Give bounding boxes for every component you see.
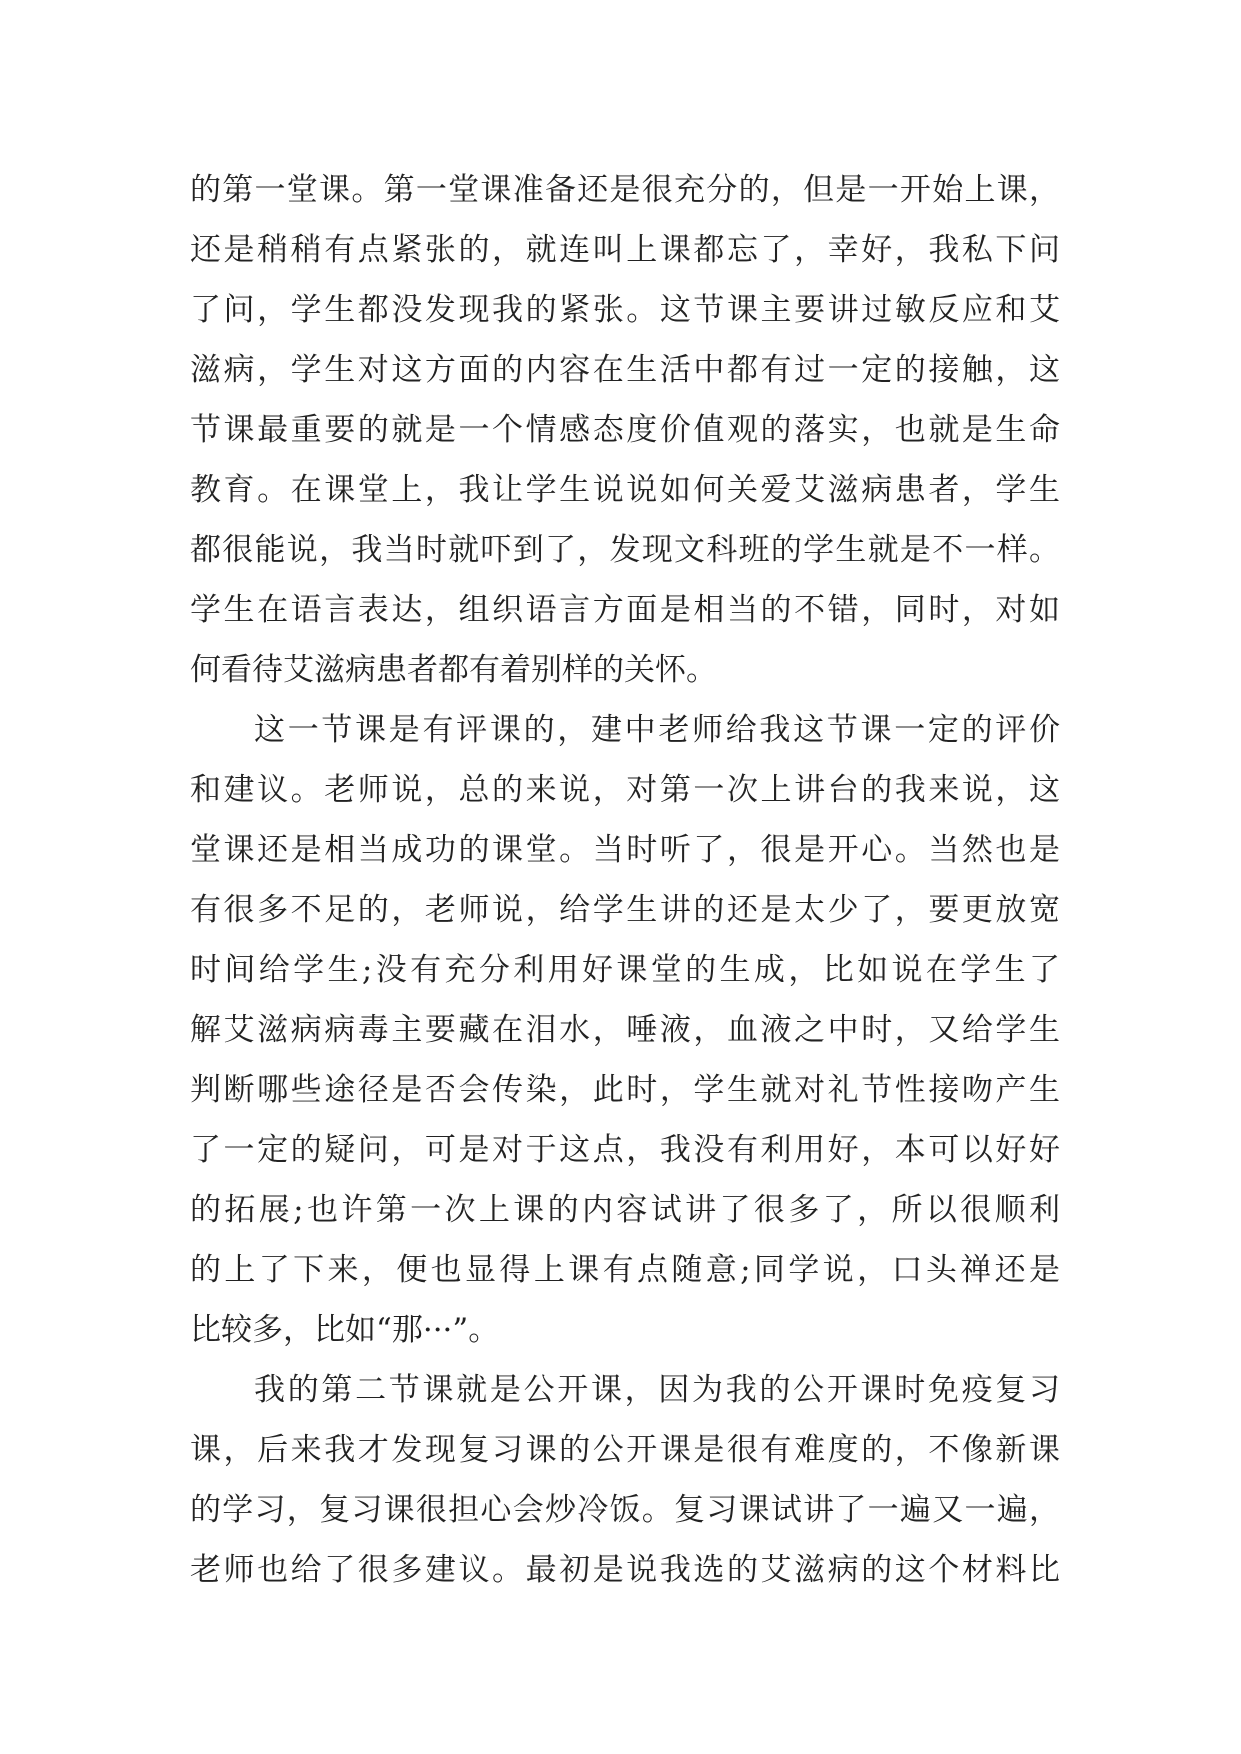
paragraph-1 [190,160,1060,700]
text-line: 还是稍稍有点紧张的，就连叫上课都忘了，幸好，我私下问 [190,232,1060,268]
text-line: 了问，学生都没发现我的紧张。这节课主要讲过敏反应和艾 [190,292,1060,328]
text-line: 节课最重要的就是一个情感态度价值观的落实，也就是生命 [190,412,1060,448]
text-line: 课，后来我才发现复习课的公开课是很有难度的，不像新课 [190,1432,1060,1468]
text-line: 了一定的疑问，可是对于这点，我没有利用好，本可以好好 [190,1132,1060,1168]
paragraph-2 [190,700,1060,1360]
text-line: 我的第二节课就是公开课，因为我的公开课时免疫复习 [254,1372,1060,1408]
paragraph-3 [190,1360,1060,1600]
text-line: 这一节课是有评课的，建中老师给我这节课一定的评价 [254,712,1060,748]
text-line: 滋病，学生对这方面的内容在生活中都有过一定的接触，这 [190,352,1060,388]
text-line: 的第一堂课。第一堂课准备还是很充分的，但是一开始上课， [190,172,1060,208]
text-line: 都很能说，我当时就吓到了，发现文科班的学生就是不一样。 [190,532,1060,568]
text-line: 何看待艾滋病患者都有着别样的关怀。 [190,652,717,688]
text-line: 和建议。老师说，总的来说，对第一次上讲台的我来说，这 [190,772,1060,808]
text-line: 的拓展;也许第一次上课的内容试讲了很多了，所以很顺利 [190,1192,1060,1228]
text-line: 时间给学生;没有充分利用好课堂的生成，比如说在学生了 [190,952,1060,988]
text-line: 比较多，比如“那···”。 [190,1312,500,1348]
document-body [190,160,1060,1600]
text-line: 学生在语言表达，组织语言方面是相当的不错，同时，对如 [190,592,1060,628]
text-line: 有很多不足的，老师说，给学生讲的还是太少了，要更放宽 [190,892,1060,928]
text-line: 解艾滋病病毒主要藏在泪水，唾液，血液之中时，又给学生 [190,1012,1060,1048]
text-line: 堂课还是相当成功的课堂。当时听了，很是开心。当然也是 [190,832,1060,868]
text-line: 老师也给了很多建议。最初是说我选的艾滋病的这个材料比 [190,1552,1060,1588]
text-line: 的上了下来，便也显得上课有点随意;同学说，口头禅还是 [190,1252,1060,1288]
text-line: 教育。在课堂上，我让学生说说如何关爱艾滋病患者，学生 [190,472,1060,508]
text-line: 的学习，复习课很担心会炒冷饭。复习课试讲了一遍又一遍， [190,1492,1060,1528]
text-line: 判断哪些途径是否会传染，此时，学生就对礼节性接吻产生 [190,1072,1060,1108]
